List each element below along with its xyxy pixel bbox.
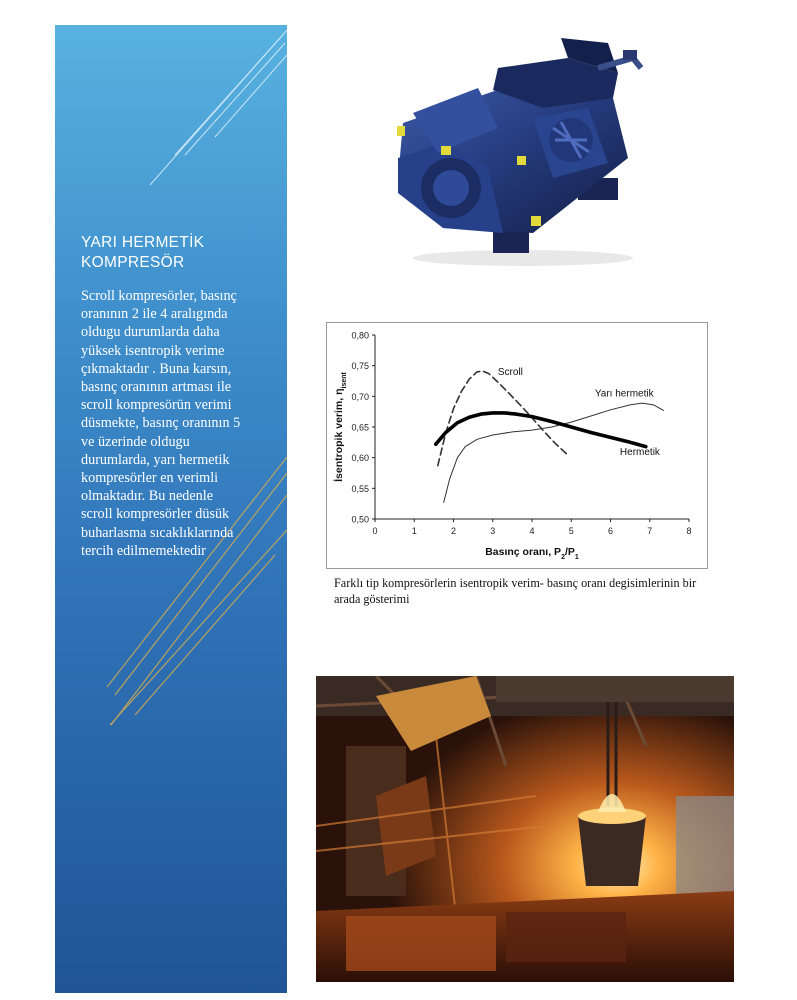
series-annotation: Hermetik bbox=[619, 447, 660, 459]
series-line-scroll bbox=[438, 371, 568, 465]
section-title-line1: YARI HERMETİK bbox=[81, 234, 205, 251]
series-annotation: Yarı hermetik bbox=[594, 388, 654, 400]
x-tick-label: 4 bbox=[529, 526, 535, 536]
section-title-line2: KOMPRESÖR bbox=[81, 254, 185, 271]
section-body-text: Scroll kompresörler, basınç oranının 2 ile 4 aralıgında oldugu durumlarda daha yüksek isentropik verime çıkmaktadır . Buna karsın, basınç oranının artması ile scroll kompresörün verimi düsmekte, basınç oranının 5 ve üzerinde oldugu durumlarda, yarı hermetik kompresörler en verimli olmaktadır. Bu nedenle scroll kompresörler düsük buharlasma sıcaklıklarında tercih edilmemektedir bbox=[81, 288, 241, 559]
section-title bbox=[81, 233, 281, 273]
x-tick-label: 0 bbox=[372, 526, 378, 536]
y-tick-label: 0,75 bbox=[351, 361, 369, 372]
compressor-image bbox=[383, 28, 645, 273]
x-tick-label: 1 bbox=[411, 526, 417, 536]
efficiency-chart bbox=[327, 323, 707, 568]
y-tick-label: 0,55 bbox=[351, 483, 369, 494]
chart-caption: Farklı tip kompresörlerin isentropik verim- basınç oranı degisimlerinin bir arada gösterimi bbox=[334, 576, 697, 606]
x-axis-label: Basınç oranı, $P_2/P_1$ bbox=[485, 546, 579, 561]
y-axis-label: İsentropik verim, $\eta_{isent}$ bbox=[333, 372, 348, 482]
y-tick-label: 0,80 bbox=[351, 330, 369, 341]
x-tick-label: 3 bbox=[490, 526, 496, 536]
steel-plant-photo bbox=[316, 676, 734, 982]
chart-frame bbox=[326, 322, 708, 569]
y-tick-label: 0,50 bbox=[351, 514, 369, 525]
y-tick-label: 0,60 bbox=[351, 453, 369, 464]
x-tick-label: 7 bbox=[647, 526, 653, 536]
y-tick-label: 0,70 bbox=[351, 391, 369, 402]
series-annotation: Scroll bbox=[497, 366, 523, 378]
sidebar-panel bbox=[55, 25, 287, 993]
series-line-hermetik bbox=[436, 413, 646, 447]
x-tick-label: 2 bbox=[450, 526, 457, 536]
x-tick-label: 5 bbox=[568, 526, 574, 536]
y-tick-label: 0,65 bbox=[351, 422, 369, 433]
x-tick-label: 8 bbox=[686, 526, 692, 536]
x-tick-label: 6 bbox=[607, 526, 614, 536]
